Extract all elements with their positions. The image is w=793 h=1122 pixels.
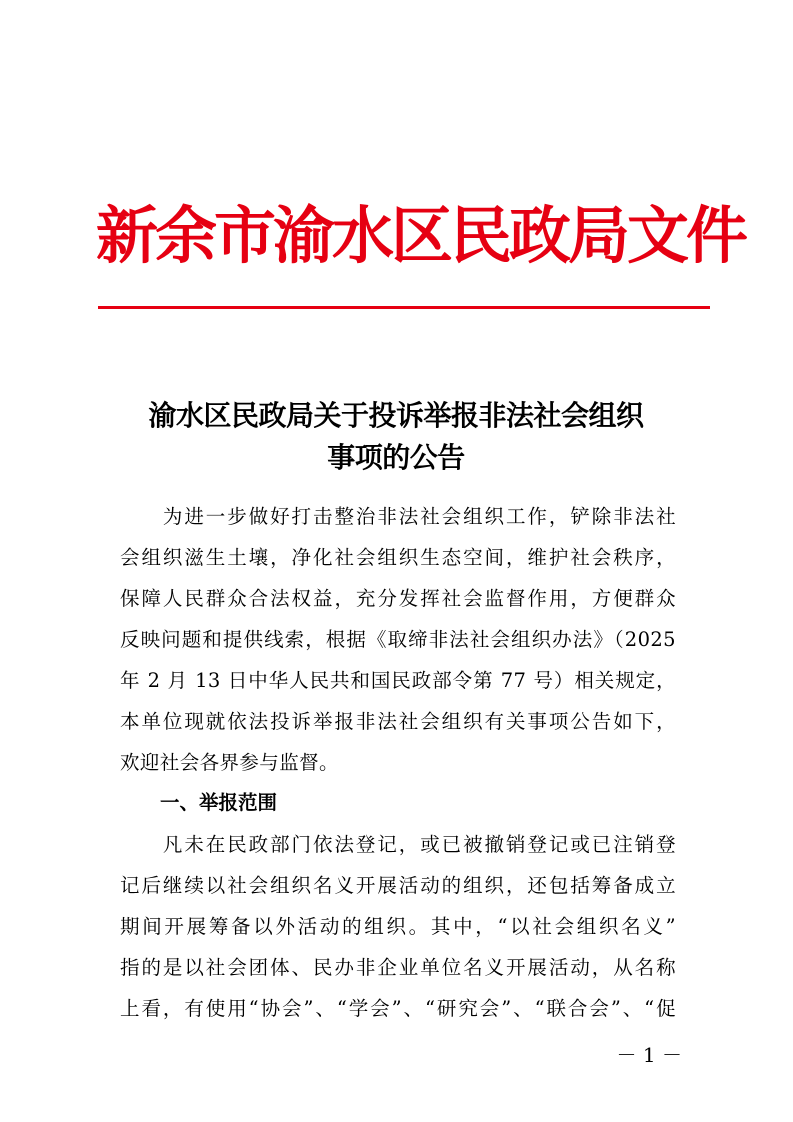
section-1-line-3: 期间开展筹备以外活动的组织。其中，“以社会组织名义” [120, 915, 676, 938]
intro-line-1: 为进一步做好打击整治非法社会组织工作，铲除非法社 [120, 505, 676, 528]
intro-line-5: 年 2 月 13 日中华人民共和国民政部令第 77 号）相关规定， [120, 669, 676, 692]
document-header-title: 新余市渝水区民政局文件 [96, 199, 746, 272]
section-1-line-5: 上看，有使用“协会”、“学会”、“研究会”、“联合会”、“促 [120, 997, 676, 1020]
section-1-paragraph [120, 824, 676, 1029]
intro-paragraph [120, 496, 676, 783]
intro-line-3: 保障人民群众合法权益，充分发挥社会监督作用，方便群众 [120, 587, 676, 610]
section-1-line-4: 指的是以社会团体、民办非企业单位名义开展活动，从名称 [120, 956, 676, 979]
notice-title-line-2: 事项的公告 [327, 441, 465, 474]
intro-line-2: 会组织滋生土壤，净化社会组织生态空间，维护社会秩序， [120, 546, 676, 569]
intro-line-6: 本单位现就依法投诉举报非法社会组织有关事项公告如下， [120, 710, 676, 733]
intro-line-4: 反映问题和提供线索，根据《取缔非法社会组织办法》（2025 [120, 628, 676, 651]
section-heading-scope: 一、举报范围 [160, 791, 278, 814]
page-number: － 1 － [616, 1043, 682, 1067]
section-1-line-1: 凡未在民政部门依法登记，或已被撤销登记或已注销登 [120, 833, 676, 856]
notice-title [96, 395, 696, 479]
header-red-rule [98, 306, 710, 309]
intro-line-7: 欢迎社会各界参与监督。 [120, 751, 339, 774]
section-1-line-2: 记后继续以社会组织名义开展活动的组织，还包括筹备成立 [120, 874, 676, 897]
notice-title-line-1: 渝水区民政局关于投诉举报非法社会组织 [148, 399, 644, 432]
